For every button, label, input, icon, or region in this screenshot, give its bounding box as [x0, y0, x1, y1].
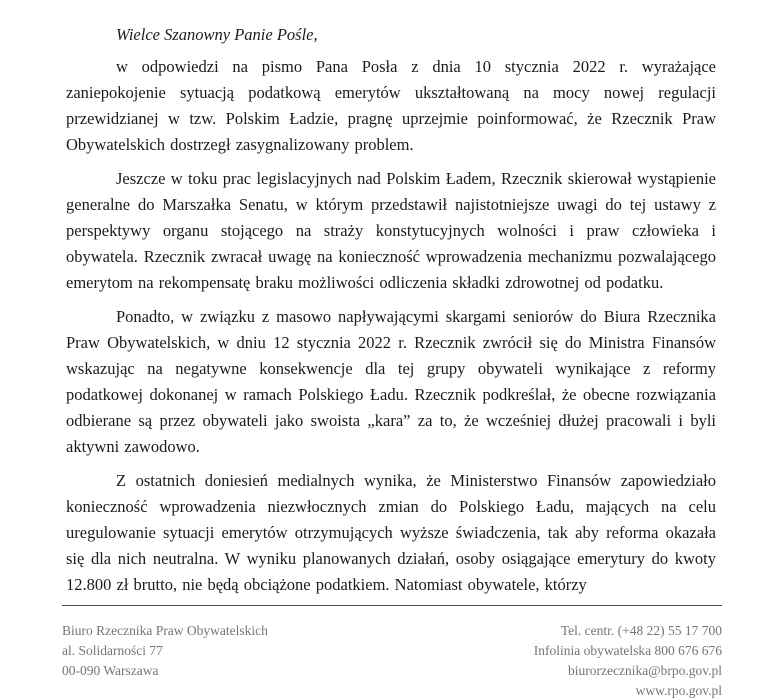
salutation: Wielce Szanowny Panie Pośle,	[116, 25, 318, 44]
letter-body	[66, 22, 716, 606]
footer-email: biurorzecznika@brpo.gov.pl	[567, 663, 722, 678]
footer-address-street: al. Solidarności 77	[62, 643, 163, 658]
page-footer	[62, 605, 722, 698]
footer-address-block	[62, 621, 268, 698]
footer-org-name: Biuro Rzecznika Praw Obywatelskich	[62, 623, 268, 638]
footer-phone: Tel. centr. (+48 22) 55 17 700	[560, 623, 722, 638]
paragraph-4: Z ostatnich doniesień medialnych wynika, że Ministerstwo Finansów zapowiedziało konieczność wprowadzenia niezwłocznych zmian do Polskiego Ładu, mających na celu uregulowanie sytuacji emerytów otrzymujących wyższe świadczenia, tak aby reforma okazała się dla nich neutralna. W wyniku planowanych działań, osoby osiągające emerytury do kwoty 12.800 zł brutto, nie będą obciążone podatkiem. Natomiast obywatele, którzy	[66, 471, 716, 594]
footer-contact-block	[534, 621, 722, 698]
paragraph-2: Jeszcze w toku prac legislacyjnych nad Polskim Ładem, Rzecznik skierował wystąpienie generalne do Marszałka Senatu, w którym przedstawił najistotniejsze uwagi do tej ustawy z perspektywy organu stojącego na straży konstytucyjnych wolności i praw człowieka i obywatela. Rzecznik zwracał uwagę na konieczność wprowadzenia mechanizmu pozwalającego emerytom na rekompensatę braku możliwości odliczenia składki zdrowotnej od podatku.	[66, 169, 716, 292]
footer-website: www.rpo.gov.pl	[635, 683, 722, 698]
paragraph-1: w odpowiedzi na pismo Pana Posła z dnia 10 stycznia 2022 r. wyrażające zaniepokojenie sytuacją podatkową emerytów ukształtowaną na mocy nowej regulacji przewidzianej w tzw. Polskim Ładzie, pragnę uprzejmie poinformować, że Rzecznik Praw Obywatelskich dostrzegł zasygnalizowany problem.	[66, 57, 716, 154]
paragraph-3: Ponadto, w związku z masowo napływającymi skargami seniorów do Biura Rzecznika Praw Obywatelskich, w dniu 12 stycznia 2022 r. Rzecznik zwrócił się do Ministra Finansów wskazując na negatywne konsekwencje dla tej grupy obywateli wynikające z reformy podatkowej dokonanej w ramach Polskiego Ładu. Rzecznik podkreślał, że obecne rozwiązania odbierane są przez obywateli jako swoista „kara” za to, że wcześniej dłużej pracowali i byli aktywni zawodowo.	[66, 307, 716, 456]
footer-infoline: Infolinia obywatelska 800 676 676	[533, 643, 722, 658]
footer-address-city: 00-090 Warszawa	[62, 663, 159, 678]
